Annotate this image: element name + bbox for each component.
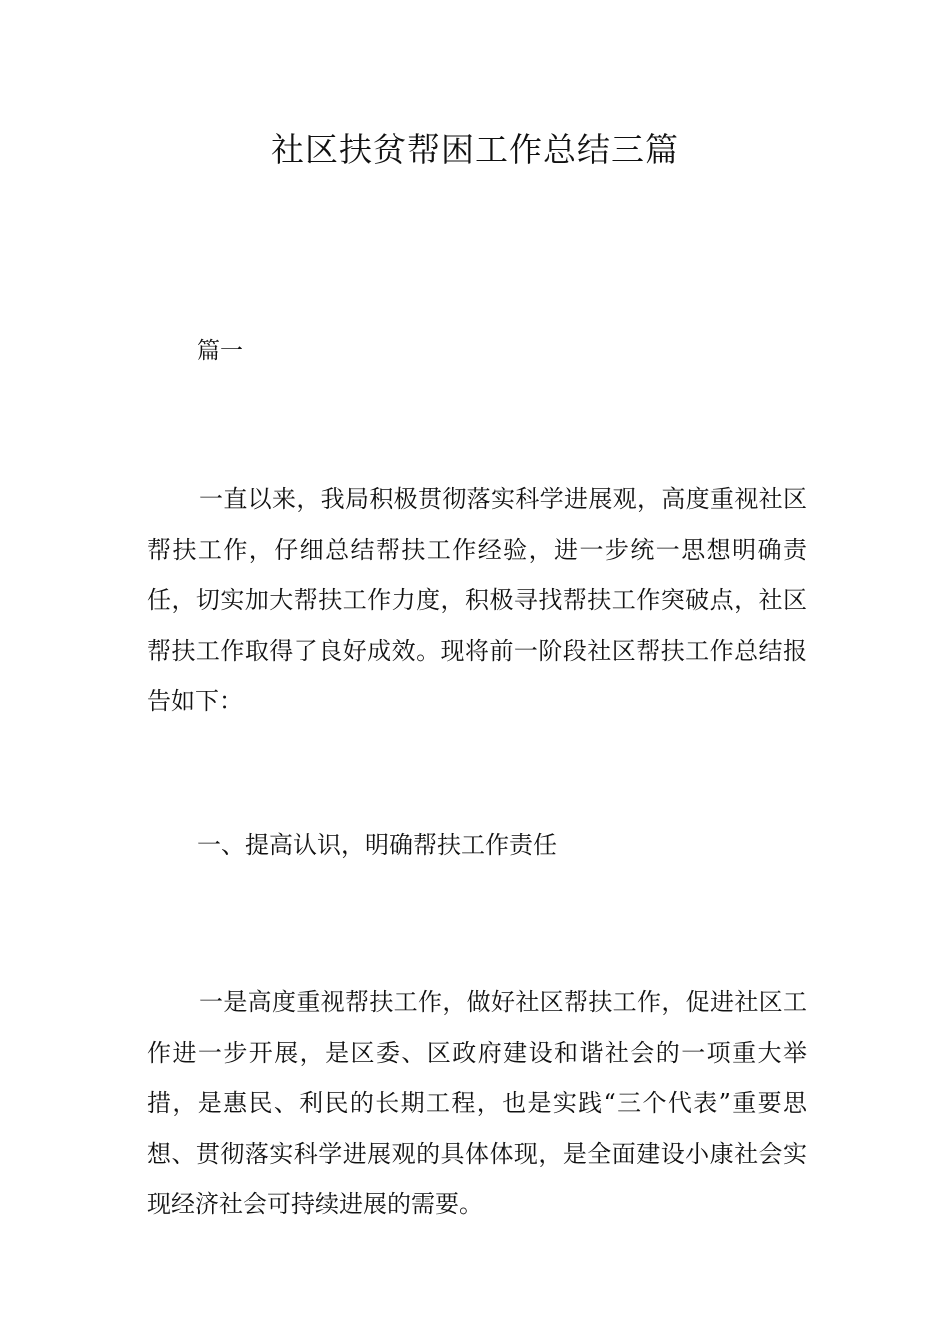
document-title: 社区扶贫帮困工作总结三篇	[271, 130, 679, 169]
body-paragraph-intro: 一直以来，我局积极贯彻落实科学进展观，高度重视社区帮扶工作，仔细总结帮扶工作经验，进一步统一思想明确责任，切实加大帮扶工作力度，积极寻找帮扶工作突破点，社区帮扶工作取得了良好成效。现将前一阶段社区帮扶工作总结报告如下：	[147, 485, 807, 715]
section-heading: 一、提高认识，明确帮扶工作责任	[197, 831, 557, 859]
section-label: 篇一	[197, 338, 243, 364]
body-paragraph-first-point: 一是高度重视帮扶工作，做好社区帮扶工作，促进社区工作进一步开展，是区委、区政府建设和谐社会的一项重大举措，是惠民、利民的长期工程，也是实践“三个代表”重要思想、贯彻落实科学进展观的具体体现，是全面建设小康社会实现经济社会可持续进展的需要。	[147, 988, 807, 1218]
